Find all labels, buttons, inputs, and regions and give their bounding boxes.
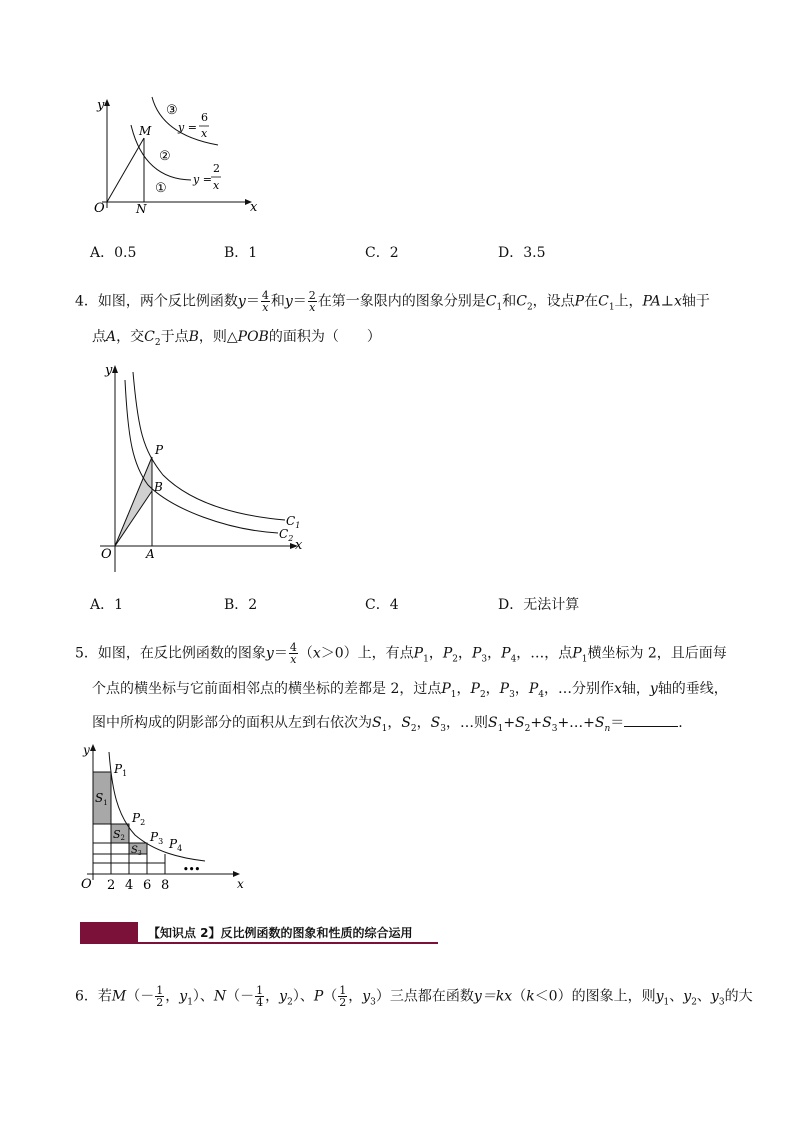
label-a: A xyxy=(146,547,155,561)
tick-4: 4 xyxy=(125,878,134,893)
label-c2: $C_2$ xyxy=(279,527,294,543)
section-header xyxy=(80,922,445,944)
label-y: y xyxy=(97,98,105,113)
q6-line1: 6．若M（－ $\frac{1}{2}$ ，$y_1$）、N（－ $\frac{1}{4}$ ，$y_2$）、P（ $\frac{1}{2}$ ，$y_3$）三点都在函数y＝kx（k＜0）的图象上，则$y_1$、$y_2$、$y_3$的大 xyxy=(75,984,753,1009)
label-p2: $P_2$ xyxy=(132,811,146,827)
tick-6: 6 xyxy=(143,878,152,893)
label-x: x xyxy=(295,538,303,553)
section-color-block xyxy=(80,922,138,944)
q5-line2: 个点的横坐标与它前面相邻点的横坐标的差都是 2，过点$P_1$，$P_2$，$P_3$，$P_4$，…分别作x轴，y轴的垂线， xyxy=(92,681,728,700)
eq2-den: x xyxy=(213,179,220,192)
label-s3: $S_3$ xyxy=(131,845,142,857)
q5-line3: 图中所构成的阴影部分的面积从左到右依次为$S_1$，$S_2$，$S_3$，…则$S_1+S_2+S_3+\dots+S_n=$ . xyxy=(92,715,683,734)
region-3: ③ xyxy=(166,103,178,118)
region-2: ② xyxy=(159,149,171,164)
label-s2: S2 xyxy=(113,828,126,842)
q3-figure xyxy=(88,95,268,220)
q4-figure xyxy=(88,360,313,575)
q4-line2: 点A，交$C_2$于点B，则△POB的面积为（ ） xyxy=(92,329,381,348)
curve-c2 xyxy=(125,380,278,533)
q4-option-b[interactable]: B．2 xyxy=(224,597,258,613)
region-1: ① xyxy=(155,181,167,196)
tick-8: 8 xyxy=(161,878,170,893)
y-arrow xyxy=(90,744,96,751)
q3-option-c[interactable]: C．2 xyxy=(365,245,399,261)
eq6-lhs: y = xyxy=(178,121,197,134)
label-b: B xyxy=(154,480,163,494)
label-n: N xyxy=(136,202,147,216)
label-y: y xyxy=(105,363,113,378)
q5-line1: 5．如图，在反比例函数的图象y＝ $\frac{4}{x}$ （x＞0）上，有点$P_1$，$P_2$，$P_3$，$P_4$，…，点$P_1$横坐标为 2，且后面每 xyxy=(75,641,727,666)
label-c1: $C_1$ xyxy=(286,514,301,530)
label-o: O xyxy=(81,877,92,892)
q4-option-c[interactable]: C．4 xyxy=(365,597,399,613)
segment-om xyxy=(107,138,144,202)
eq2-num: 2 xyxy=(213,162,220,175)
label-p1: $P_1$ xyxy=(114,762,128,778)
label-x: x xyxy=(237,877,244,891)
label-y: y xyxy=(83,743,90,757)
tick-2: 2 xyxy=(107,878,116,893)
more-dots: ••• xyxy=(183,865,201,875)
q4-option-d[interactable]: D．无法计算 xyxy=(498,597,580,613)
y-arrow xyxy=(112,365,118,373)
segment-ob xyxy=(115,491,152,546)
q5-figure xyxy=(75,740,255,895)
answer-blank[interactable] xyxy=(624,714,678,727)
label-p4: $P_4$ xyxy=(169,837,183,853)
section-underline xyxy=(138,942,438,944)
eq6-num: 6 xyxy=(201,111,208,124)
y-arrow xyxy=(104,99,110,106)
eq2-lhs: y = xyxy=(193,173,212,186)
label-p: P xyxy=(155,443,164,457)
q3-option-a[interactable]: A．0.5 xyxy=(90,245,137,261)
segment-op xyxy=(115,457,152,546)
q3-option-b[interactable]: B．1 xyxy=(224,245,258,261)
q4-option-a[interactable]: A．1 xyxy=(90,597,124,613)
label-x: x xyxy=(250,200,258,215)
label-p3: $P_3$ xyxy=(150,830,164,846)
q4-line1: 4．如图，两个反比例函数y＝ $\frac{4}{x}$ 和y＝ $\frac{2}{x}$ 在第一象限内的图象分别是$C_1$和$C_2$，设点P在$C_1$上，PA⊥x轴于 xyxy=(75,289,710,314)
section-title: 【知识点 2】反比例函数的图象和性质的综合运用 xyxy=(148,926,413,940)
q3-option-d[interactable]: D．3.5 xyxy=(498,245,546,261)
label-m: M xyxy=(139,124,152,138)
label-s1: $S_1$ xyxy=(95,791,108,807)
label-o: O xyxy=(94,201,105,216)
label-o: O xyxy=(101,547,112,562)
eq6-den: x xyxy=(201,127,208,140)
